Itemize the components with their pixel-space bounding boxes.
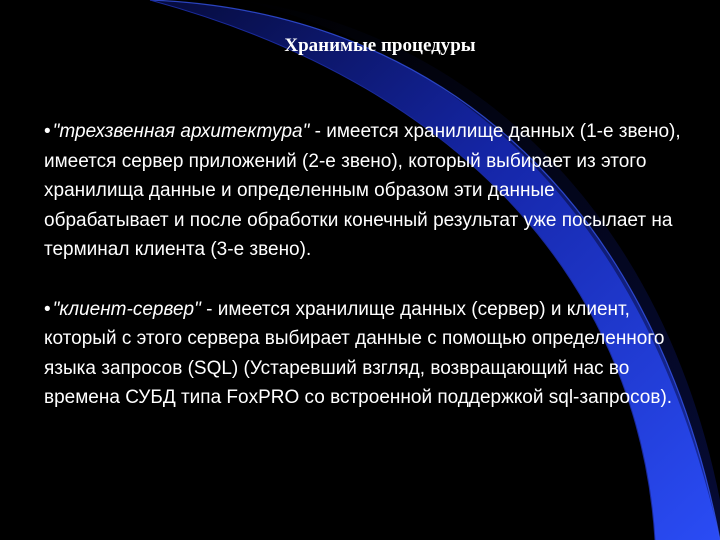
- term-client-server: "клиент-сервер": [52, 298, 201, 320]
- description-three-tier: - имеется хранилище данных (1-е звено), имеется сервер приложений (2-е звено), который выбирает из этого хранилища данные и определенным образом эти данные обрабатывает и после обработки конечный результат уже посылает на терминал клиента (3-е звено).: [44, 121, 681, 260]
- description-client-server: - имеется хранилище данных (сервер) и клиент, который с этого сервера выбирает данные с помощью определенного языка запросов (SQL) (Устаревший взгляд, возвращающий нас во времена СУБД типа FoxPRO со встроенной поддержкой sql-запросов).: [44, 298, 673, 408]
- list-item: [44, 295, 684, 413]
- bullet-icon: •: [44, 121, 51, 142]
- term-three-tier: "трехзвенная архитектура": [52, 121, 310, 142]
- slide-title: Хранимые процедуры: [284, 35, 476, 56]
- slide-content: [44, 117, 684, 443]
- list-item: [44, 117, 684, 265]
- bullet-icon: •: [44, 298, 51, 320]
